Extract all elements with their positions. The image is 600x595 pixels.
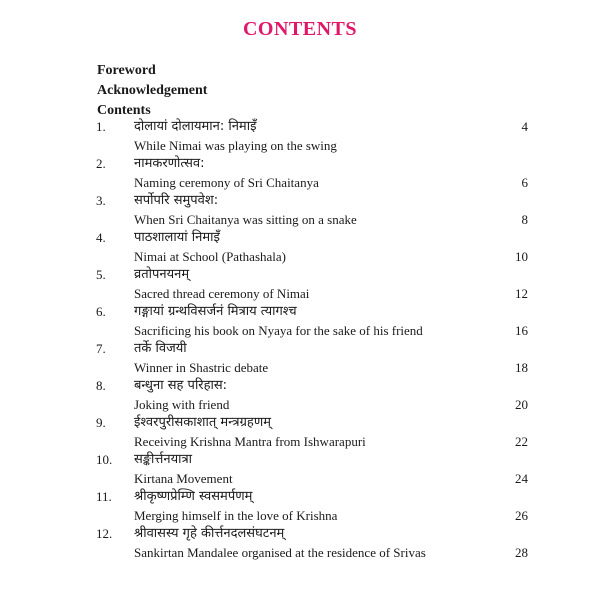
entry-english-title: Nimai at School (Pathashala) — [134, 249, 286, 264]
entry-page-number: 8 — [521, 212, 528, 227]
front-matter — [97, 61, 207, 121]
entry-page-number: 26 — [515, 508, 528, 523]
entry-number: 2. — [96, 156, 106, 171]
entry-english-title: Sankirtan Mandalee organised at the residence of Srivas — [134, 545, 426, 560]
toc-entry-6 — [0, 303, 600, 340]
front-item-contents: Contents — [97, 103, 151, 118]
toc-entry-7 — [0, 340, 600, 377]
entry-page-number: 18 — [515, 360, 528, 375]
toc-entry-2 — [0, 155, 600, 192]
entry-hindi-title: श्रीवासस्य गृहे कीर्त्तनदलसंघटनम् — [134, 526, 285, 541]
toc-entry-8 — [0, 377, 600, 414]
entry-number: 4. — [96, 230, 106, 245]
entry-page-number: 24 — [515, 471, 528, 486]
entry-page-number: 22 — [515, 434, 528, 449]
toc-entry-11 — [0, 488, 600, 525]
contents-title: CONTENTS — [242, 18, 358, 40]
entry-number: 3. — [96, 193, 106, 208]
entry-hindi-title: गङ्गायां ग्रन्थविसर्जनं मित्राय त्यागश्च — [134, 304, 297, 319]
entry-number: 8. — [96, 378, 106, 393]
entry-english-title: Kirtana Movement — [134, 471, 233, 486]
entry-page-number: 20 — [515, 397, 528, 412]
toc-entry-10 — [0, 451, 600, 488]
entry-number: 5. — [96, 267, 106, 282]
entry-hindi-title: नामकरणोत्सव: — [134, 156, 205, 171]
entry-hindi-title: व्रतोपनयनम् — [134, 267, 190, 282]
front-item-acknowledgement: Acknowledgement — [97, 83, 208, 98]
entry-number: 1. — [96, 119, 106, 134]
entry-english-title: Joking with friend — [134, 397, 230, 412]
toc-entry-5 — [0, 266, 600, 303]
entry-number: 6. — [96, 304, 106, 319]
toc-entry-3 — [0, 192, 600, 229]
toc-entry-1 — [0, 118, 600, 155]
front-item-foreword: Foreword — [97, 63, 156, 78]
entry-hindi-title: सङ्कीर्त्तनयात्रा — [134, 452, 193, 467]
entry-page-number: 16 — [515, 323, 528, 338]
entry-page-number: 4 — [521, 119, 528, 134]
entry-page-number: 12 — [515, 286, 528, 301]
entry-hindi-title: ईश्वरपुरीसकाशात् मन्त्रग्रहणम् — [134, 415, 271, 430]
entry-hindi-title: दोलायां दोलायमान: निमाइँ — [134, 119, 257, 134]
toc-entry-9 — [0, 414, 600, 451]
entry-english-title: When Sri Chaitanya was sitting on a snake — [134, 212, 357, 227]
entry-number: 11. — [96, 489, 112, 504]
entry-english-title: Merging himself in the love of Krishna — [134, 508, 338, 523]
entry-english-title: Sacred thread ceremony of Nimai — [134, 286, 310, 301]
entry-english-title: While Nimai was playing on the swing — [134, 138, 337, 153]
entry-english-title: Receiving Krishna Mantra from Ishwarapuri — [134, 434, 366, 449]
entry-english-title: Sacrificing his book on Nyaya for the sake of his friend — [134, 323, 423, 338]
entry-english-title: Winner in Shastric debate — [134, 360, 269, 375]
toc-entry-12 — [0, 525, 600, 562]
entry-number: 7. — [96, 341, 106, 356]
entry-page-number: 10 — [515, 249, 528, 264]
entry-hindi-title: बन्धुना सह परिहास: — [134, 378, 228, 393]
toc-entries — [0, 118, 600, 562]
toc-entry-4 — [0, 229, 600, 266]
entry-hindi-title: पाठशालायां निमाइँ — [134, 230, 220, 245]
entry-hindi-title: तर्के विजयी — [134, 341, 187, 356]
entry-hindi-title: सर्पोपरि समुपवेश: — [134, 193, 219, 208]
entry-hindi-title: श्रीकृष्णप्रेम्णि स्वसमर्पणम् — [134, 489, 253, 504]
entry-english-title: Naming ceremony of Sri Chaitanya — [134, 175, 319, 190]
entry-number: 9. — [96, 415, 106, 430]
entry-number: 12. — [96, 526, 113, 541]
entry-number: 10. — [96, 452, 113, 467]
entry-page-number: 6 — [521, 175, 528, 190]
entry-page-number: 28 — [515, 545, 528, 560]
